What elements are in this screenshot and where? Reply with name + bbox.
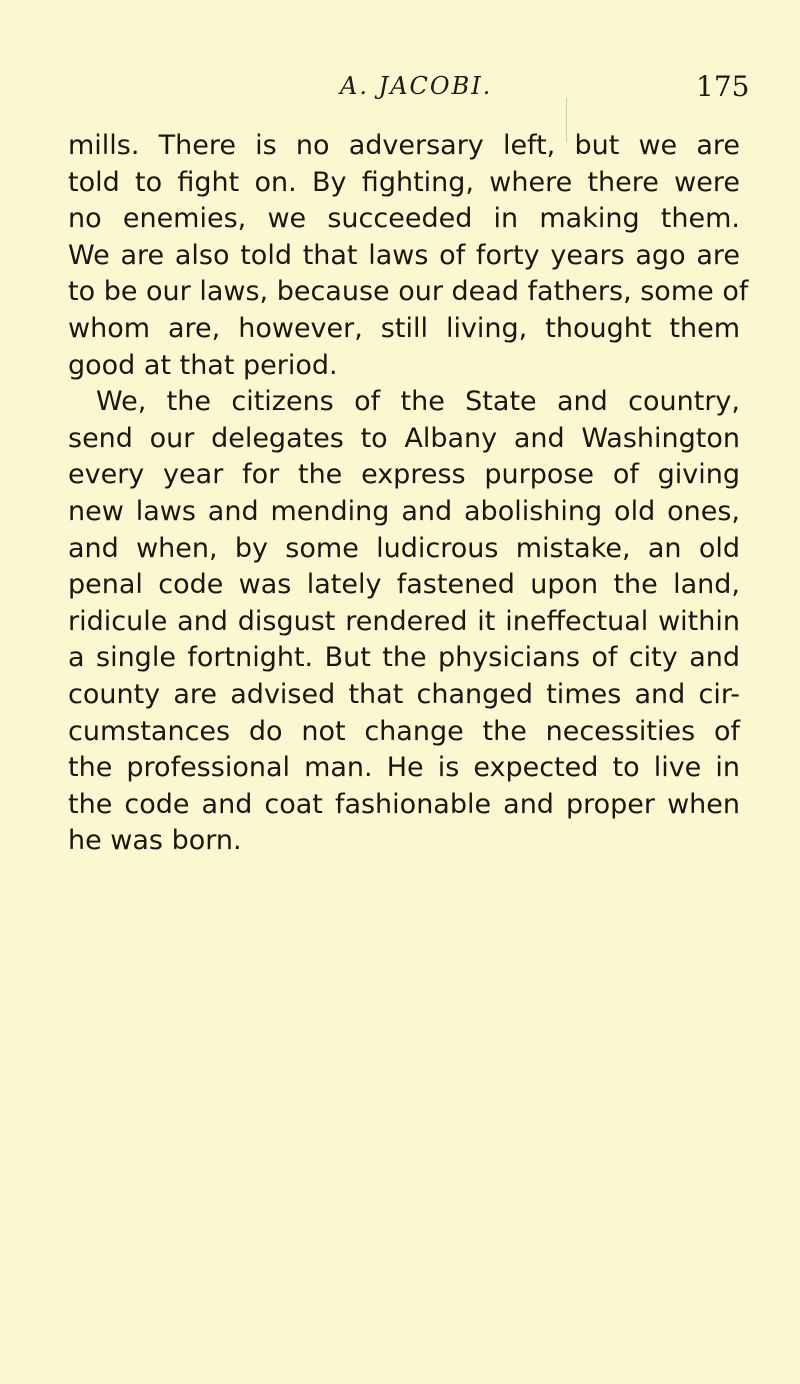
text-line: county are advised that changed times and cir-	[68, 678, 740, 710]
text-line: penal code was lately fastened upon the land,	[68, 569, 740, 601]
text-line: good at that period.	[68, 349, 338, 381]
text-line: send our delegates to Albany and Washington	[68, 422, 740, 454]
text-line: the code and coat fashionable and proper when	[68, 788, 740, 820]
text-line: and when, by some ludicrous mistake, an old	[68, 532, 740, 564]
text-line: the professional man. He is expected to live in	[68, 752, 740, 784]
text-line: ridicule and disgust rendered it ineffectual within	[68, 605, 740, 637]
text-line: whom are, however, still living, thought them	[68, 312, 740, 344]
running-head: A. JACOBI.	[340, 72, 493, 100]
text-line: told to fight on. By fighting, where there were	[68, 166, 740, 198]
text-line: We are also told that laws of forty years ago are	[68, 239, 740, 271]
text-line: a single fortnight. But the physicians of city and	[68, 642, 740, 674]
text-line: new laws and mending and abolishing old ones,	[68, 495, 740, 527]
text-line: cumstances do not change the necessities of	[68, 715, 740, 747]
page-number: 175	[696, 70, 750, 103]
text-line: to be our laws, because our dead fathers, some of	[68, 276, 749, 308]
text-line: every year for the express purpose of giving	[68, 459, 740, 491]
text-line: mills. There is no adversary left, but we are	[68, 130, 740, 161]
text-line: We, the citizens of the State and country,	[96, 386, 740, 418]
text-line: he was born.	[68, 825, 242, 857]
body-text	[68, 128, 749, 860]
text-line: no enemies, we succeeded in making them.	[68, 203, 740, 235]
